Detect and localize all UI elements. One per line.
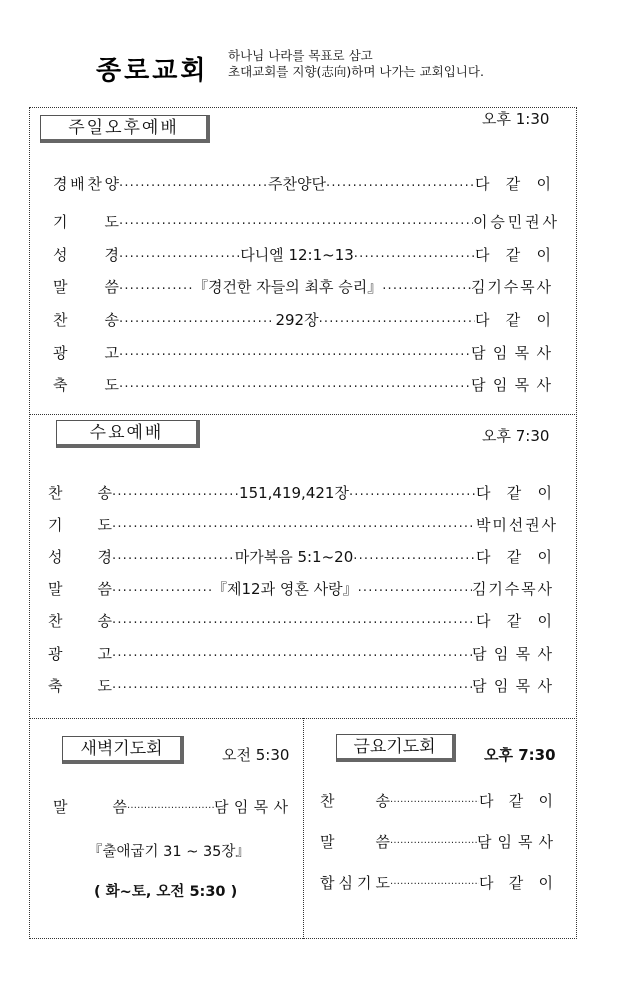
row-detail: 『경건한 자들의 최후 승리』: [193, 277, 383, 296]
program-row: [53, 210, 557, 232]
church-motto: [228, 48, 484, 80]
program-row: [53, 243, 551, 265]
row-detail: 주찬양단: [268, 174, 326, 193]
row-value: 다 같 이: [476, 547, 552, 566]
program-row: [53, 172, 551, 194]
leader-dots: [112, 674, 472, 696]
leader-dots: [119, 308, 275, 330]
row-label: 성 경: [53, 245, 119, 264]
row-value: 다 같 이: [479, 873, 553, 892]
leader-dots: [382, 275, 471, 297]
row-value: 담 임 목 사: [471, 343, 551, 362]
program-row: [53, 795, 288, 817]
bulletin-header: [0, 0, 630, 100]
row-detail: 151,419,421장: [239, 483, 349, 502]
row-value: 담 임 목 사: [477, 832, 553, 851]
leader-dots: [119, 243, 240, 265]
row-label: 축 도: [48, 676, 112, 695]
leader-dots: [112, 545, 235, 567]
program-row: [48, 513, 556, 535]
service-time: 오전 5:30: [222, 746, 290, 764]
row-value: 박 미 선 권 사: [476, 515, 556, 534]
schedule-note: ( 화~토, 오전 5:30 ): [94, 884, 238, 900]
row-value: 다 같 이: [475, 310, 551, 329]
program-row: [48, 609, 552, 631]
program-row: [53, 341, 551, 363]
row-label: 광 고: [53, 343, 119, 362]
row-value: 다 같 이: [479, 791, 553, 810]
row-value: 담 임 목 사: [472, 676, 552, 695]
row-value: 다 같 이: [475, 174, 551, 193]
leader-dots: [119, 373, 471, 395]
program-row: [53, 373, 551, 395]
row-label: 찬 송: [320, 791, 390, 810]
leader-dots: [112, 609, 476, 631]
program-row: [320, 789, 553, 811]
row-value: 다 같 이: [476, 611, 552, 630]
row-value: 이 승 민 권 사: [473, 212, 557, 231]
section-title: 금요기도회: [336, 734, 456, 762]
leader-dots: [326, 172, 475, 194]
program-row: [320, 830, 553, 852]
program-row: [320, 871, 553, 893]
leader-dots: [390, 871, 479, 893]
service-time: 오후 7:30: [482, 427, 550, 445]
row-value: 다 같 이: [475, 483, 552, 502]
row-label: 기 도: [48, 515, 112, 534]
section-title: 새벽기도회: [62, 736, 184, 764]
program-row: [53, 275, 551, 297]
service-time: 오후 1:30: [482, 110, 550, 128]
motto-line-2: 초대교회를 지향(志向)하며 나가는 교회입니다.: [228, 64, 484, 79]
program-row: [48, 674, 552, 696]
leader-dots: [349, 481, 476, 503]
leader-dots: [112, 577, 212, 599]
leader-dots: [390, 789, 479, 811]
section-title: 주일오후예배: [40, 115, 210, 143]
row-value: 김 기 수 목 사: [472, 579, 552, 598]
row-detail: 『제12과 영혼 사랑』: [212, 579, 358, 598]
row-value: 담 임 목 사: [471, 375, 551, 394]
program-row: [48, 577, 552, 599]
leader-dots: [119, 172, 268, 194]
row-value: 담 임 목 사: [214, 797, 288, 816]
row-label: 경 배 찬 양: [53, 174, 119, 193]
row-label: 찬 송: [48, 483, 112, 502]
row-label: 찬 송: [53, 310, 119, 329]
leader-dots: [112, 642, 472, 664]
section-title: 수요예배: [56, 420, 200, 448]
service-time: 오후 7:30: [484, 746, 556, 764]
leader-dots: [358, 577, 472, 599]
row-label: 찬 송: [48, 611, 112, 630]
row-detail: 다니엘 12:1~13: [240, 245, 354, 264]
column-divider: [303, 718, 304, 939]
church-name: 종로교회: [96, 56, 209, 86]
row-value: 담 임 목 사: [472, 644, 552, 663]
row-detail: 292장: [275, 310, 319, 329]
program-row: [48, 481, 552, 503]
program-row: [53, 308, 551, 330]
motto-line-1: 하나님 나라를 목표로 삼고: [228, 48, 373, 63]
row-label: 축 도: [53, 375, 119, 394]
program-row: [48, 545, 552, 567]
leader-dots: [390, 830, 477, 852]
leader-dots: [354, 243, 475, 265]
leader-dots: [112, 481, 239, 503]
leader-dots: [353, 545, 476, 567]
row-label: 말 씀: [48, 579, 112, 598]
leader-dots: [119, 341, 471, 363]
row-value: 김 기 수 목 사: [471, 277, 551, 296]
leader-dots: [119, 210, 473, 232]
leader-dots: [119, 275, 193, 297]
row-label: 성 경: [48, 547, 112, 566]
row-label: 기 도: [53, 212, 119, 231]
row-detail: 마가복음 5:1~20: [234, 547, 354, 566]
row-label: 광 고: [48, 644, 112, 663]
row-label: 말 씀: [53, 277, 119, 296]
scripture-passage: 『출애굽기 31 ~ 35장』: [88, 844, 250, 860]
program-row: [48, 642, 552, 664]
row-value: 다 같 이: [474, 245, 551, 264]
leader-dots: [127, 795, 214, 817]
row-label: 합 심 기 도: [320, 873, 390, 892]
row-label: 말 씀: [53, 797, 127, 816]
section-divider: [29, 414, 577, 415]
leader-dots: [319, 308, 475, 330]
row-label: 말 씀: [320, 832, 390, 851]
leader-dots: [112, 513, 476, 535]
